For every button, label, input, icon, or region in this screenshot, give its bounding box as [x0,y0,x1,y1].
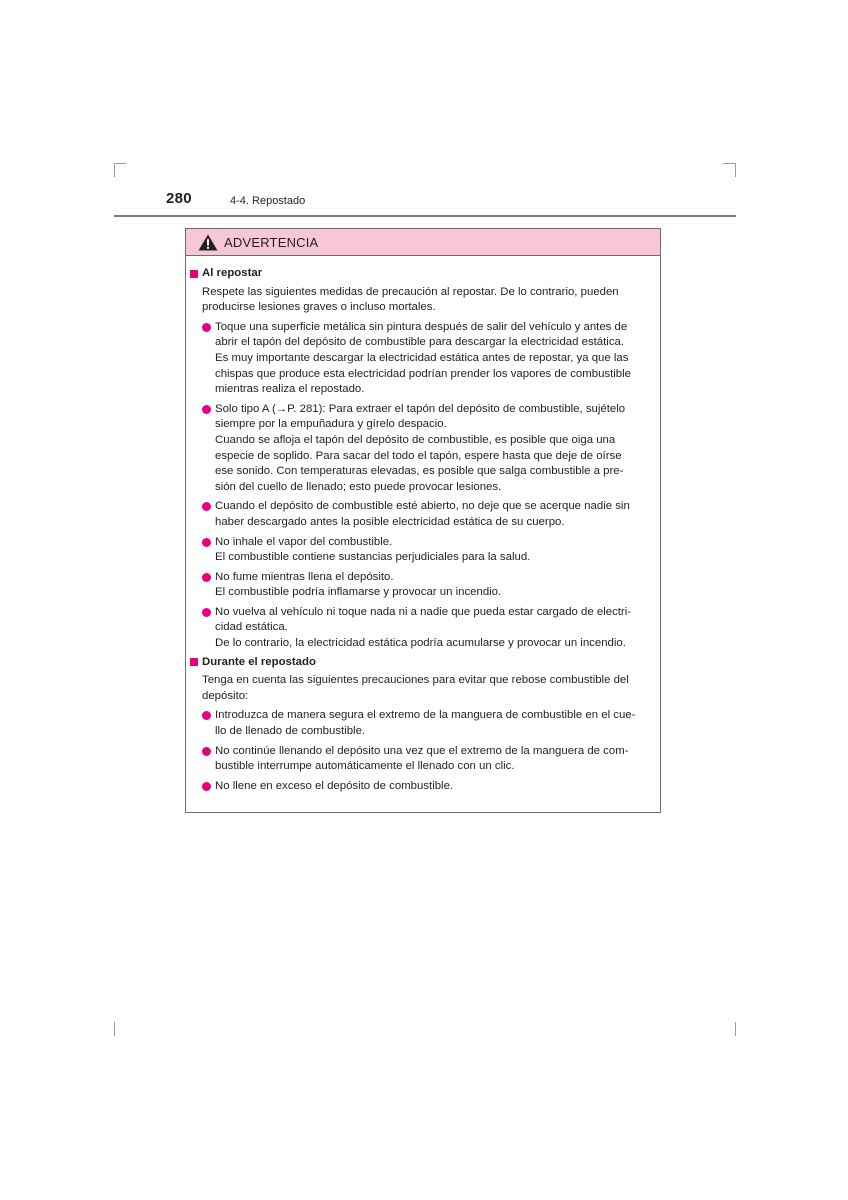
crop-mark [114,163,126,164]
section-heading [190,266,655,282]
section-title: 4-4. Repostado [230,195,306,207]
crop-mark [735,1022,736,1036]
text-line: cidad estática. [215,621,288,634]
bullet-dot-icon [202,323,211,332]
square-bullet-icon [190,658,198,666]
text-line: Solo tipo A (→P. 281): Para extraer el tapón del depósito de combustible, sujételo [215,402,626,415]
bullet-dot-icon [202,502,211,511]
text-line: ese sonido. Con temperaturas elevadas, es posible que salga combustible a pre- [215,465,624,478]
crop-mark [114,1022,115,1036]
text-line: Es muy importante descargar la electricidad estática antes de repostar, ya que las [215,351,629,364]
text-line: bustible interrumpe automáticamente el llenado con un clic. [215,760,515,773]
warning-header [186,229,660,256]
warning-body [186,256,660,794]
bullet-dot-icon [202,405,211,414]
text-line: No llene en exceso el depósito de combustible. [215,779,454,792]
crop-mark [723,163,735,164]
text-line: Introduzca de manera segura el extremo de la manguera de combustible en el cue- [215,709,636,722]
list-item [202,744,655,775]
list-item [202,402,655,496]
text-line: No continúe llenando el depósito una vez que el extremo de la manguera de com- [215,744,629,757]
header-divider [114,215,736,217]
text-line: Cuando se afloja el tapón del depósito de combustible, es posible que oiga una [215,433,616,446]
text-line: Toque una superficie metálica sin pintura después de salir del vehículo y antes de [215,320,628,333]
list-item [202,708,655,739]
list-item [202,570,655,601]
text-line: El combustible podría inflamarse y provocar un incendio. [215,586,502,599]
bullet-dot-icon [202,711,211,720]
text-line: producirse lesiones graves o incluso mortales. [202,301,436,314]
text-line: De lo contrario, la electricidad estática podría acumularse y provocar un incendio. [215,637,626,650]
text-line: chispas que produce esta electricidad podrían prender los vapores de combustible [215,367,632,380]
text-line: No vuelva al vehículo ni toque nada ni a nadie que pueda estar cargado de electri- [215,605,632,618]
warning-triangle-icon [198,234,218,251]
list-item [202,320,655,398]
text-line: abrir el tapón del depósito de combustible para descargar la electricidad estática. [215,336,625,349]
list-item [202,535,655,566]
warning-box [185,228,661,813]
text-line: No fume mientras llena el depósito. [215,570,394,583]
text-line: siempre por la empuñadura y gírelo despacio. [215,418,447,431]
bullet-dot-icon [202,608,211,617]
text-line: El combustible contiene sustancias perjudiciales para la salud. [215,551,531,564]
text-line: Cuando el depósito de combustible esté abierto, no deje que se acerque nadie sin [215,500,630,513]
list-item [202,499,655,530]
square-bullet-icon [190,270,198,278]
section-intro [202,285,655,316]
crop-mark [735,163,736,177]
section-intro [202,673,655,704]
list-item [202,605,655,652]
text-line: especie de soplido. Para sacar del todo el tapón, espere hasta que deje de oírse [215,449,622,462]
bullet-dot-icon [202,538,211,547]
bullet-dot-icon [202,573,211,582]
page-number: 280 [166,190,192,207]
section-heading [190,655,655,671]
list-item [202,779,655,795]
text-line: depósito: [202,689,249,702]
text-line: mientras realiza el repostado. [215,383,365,396]
section-heading-text: Al repostar [202,267,263,279]
crop-mark [114,163,115,177]
text-line: Tenga en cuenta las siguientes precauciones para evitar que rebose combustible del [202,674,629,687]
text-line: No inhale el vapor del combustible. [215,535,393,548]
warning-title: ADVERTENCIA [224,234,319,250]
text-line: llo de llenado de combustible. [215,725,366,738]
section-heading-text: Durante el repostado [202,655,316,668]
text-line: Respete las siguientes medidas de precaución al repostar. De lo contrario, pueden [202,285,619,298]
text-line: sión del cuello de llenado; esto puede provocar lesiones. [215,480,502,493]
text-line: haber descargado antes la posible electricidad estática de su cuerpo. [215,515,565,528]
bullet-dot-icon [202,782,211,791]
bullet-dot-icon [202,747,211,756]
